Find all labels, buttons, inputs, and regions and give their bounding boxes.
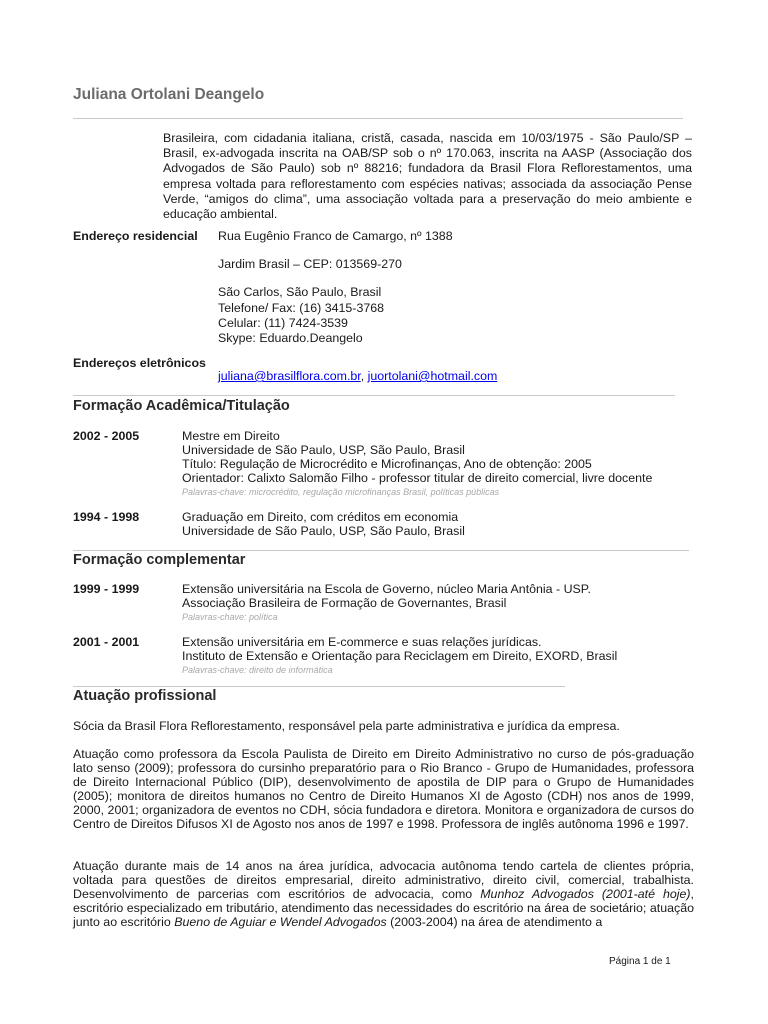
email-link-1[interactable]: juliana@brasilflora.com.br (218, 369, 361, 383)
address-street: Rua Eugênio Franco de Camargo, nº 1388 (218, 229, 453, 243)
bio-paragraph: Brasileira, com cidadania italiana, cristã, casada, nascida em 10/03/1975 - São Paulo/SP – Brasil, ex-advogada inscrita na OAB/SP sob o nº 170.063, inscrita na AASP (Associação dos Advogados de São Paulo) sob nº 88216; fundadora da Brasil Flora Reflorestamentos, uma empresa voltada para reflorestamento com espécies nativas; associada da associação Pense Verde, “amigos do clima”, uma associação voltada para a preservação do meio ambiente e educação ambiental. (163, 131, 692, 222)
divider (73, 118, 683, 119)
address-district: Jardim Brasil – CEP: 013569-270 (218, 257, 402, 272)
entry-keywords: Palavras-chave: direito de informática (182, 665, 333, 675)
address-city: São Carlos, São Paulo, Brasil (218, 285, 382, 300)
entry-line: Orientador: Calixto Salomão Filho - professor titular de direito comercial, livre docente (182, 471, 653, 485)
emails-line (218, 369, 497, 384)
professional-paragraph-1: Sócia da Brasil Flora Reflorestamento, responsável pela parte administrativa e jurídica da empresa. (73, 719, 620, 733)
firm-name: Bueno de Aguiar e Wendel Advogados (174, 915, 387, 929)
divider (73, 686, 565, 687)
complementary-entry-years: 1999 - 1999 (73, 582, 140, 596)
professional-paragraph-3 (73, 859, 694, 929)
divider (73, 550, 689, 551)
complementary-entry (182, 635, 617, 677)
academic-entry (182, 510, 465, 538)
academic-entry-years: 1994 - 1998 (73, 510, 140, 524)
section-title-professional: Atuação profissional (73, 688, 217, 704)
entry-line: Universidade de São Paulo, USP, São Paulo, Brasil (182, 443, 465, 457)
firm-name: Munhoz Advogados (2001-até hoje) (480, 887, 691, 901)
page-title: Juliana Ortolani Deangelo (73, 86, 265, 103)
divider (73, 395, 675, 396)
page-number: Página 1 de 1 (609, 956, 671, 967)
paragraph-text: Atuação durante mais de 14 anos na área jurídica, advocacia autônoma tendo cartela de clientes própria, voltada para questões de direitos empresarial, direito administrativo, direito civil, comercial, trabalhista. Desenvolvimento de parcerias com escritórios de advocacia, como (73, 859, 694, 901)
entry-line: Mestre em Direito (182, 429, 280, 443)
entry-line: Instituto de Extensão e Orientação para Reciclagem em Direito, EXORD, Brasil (182, 649, 618, 663)
entry-line: Universidade de São Paulo, USP, São Paulo, Brasil (182, 524, 465, 538)
academic-entry-years: 2002 - 2005 (73, 429, 140, 443)
address-block (218, 229, 453, 346)
address-mobile: Celular: (11) 7424-3539 (218, 315, 348, 330)
entry-line: Extensão universitária na Escola de Governo, núcleo Maria Antônia - USP. (182, 582, 591, 596)
entry-keywords: Palavras-chave: microcrédito, regulação microfinanças Brasil, políticas públicas (182, 487, 500, 497)
complementary-entry (182, 582, 591, 624)
section-title-complementary: Formação complementar (73, 552, 246, 568)
entry-line: Graduação em Direito, com créditos em economia (182, 510, 459, 524)
address-phone: Telefone/ Fax: (16) 3415-3768 (218, 300, 385, 315)
address-skype: Skype: Eduardo.Deangelo (218, 331, 363, 346)
address-label: Endereço residencial (73, 229, 198, 243)
email-separator: , (360, 369, 368, 383)
entry-keywords: Palavras-chave: política (182, 612, 278, 622)
section-title-academic: Formação Acadêmica/Titulação (73, 398, 290, 414)
paragraph-text: (2003-2004) na área de atendimento a (386, 915, 603, 929)
email-link-2[interactable]: juortolani@hotmail.com (367, 369, 498, 383)
complementary-entry-years: 2001 - 2001 (73, 635, 140, 649)
entry-line: Título: Regulação de Microcrédito e Microfinanças, Ano de obtenção: 2005 (182, 457, 592, 471)
entry-line: Associação Brasileira de Formação de Governantes, Brasil (182, 596, 507, 610)
emails-label: Endereços eletrônicos (73, 356, 206, 370)
professional-paragraph-2: Atuação como professora da Escola Paulista de Direito em Direito Administrativo no curso de pós-graduação lato senso (2009); professora do cursinho preparatório para o Rio Branco - Grupo de Humanidades, professora de Direito Internacional Público (DIP), desenvolvimento de apostila de DIP para o Grupo de Humanidades (2005); monitora de direitos humanos no Centro de Direito Humanos XI de Agosto (CDH) nos anos de 1999, 2000, 2001; organizadora de eventos no CDH, sócia fundadora e diretora. Monitora e organizadora de cursos do Centro de Direitos Difusos XI de Agosto nos anos de 1997 e 1998. Professora de inglês autônoma 1996 e 1997. (73, 747, 694, 831)
entry-line: Extensão universitária em E-commerce e suas relações jurídicas. (182, 635, 542, 649)
academic-entry (182, 429, 652, 499)
paragraph-text: , escritório especializado em tributário, atendimento das necessidades do escritório na área de societário; atuação junto ao escritório (73, 887, 694, 929)
